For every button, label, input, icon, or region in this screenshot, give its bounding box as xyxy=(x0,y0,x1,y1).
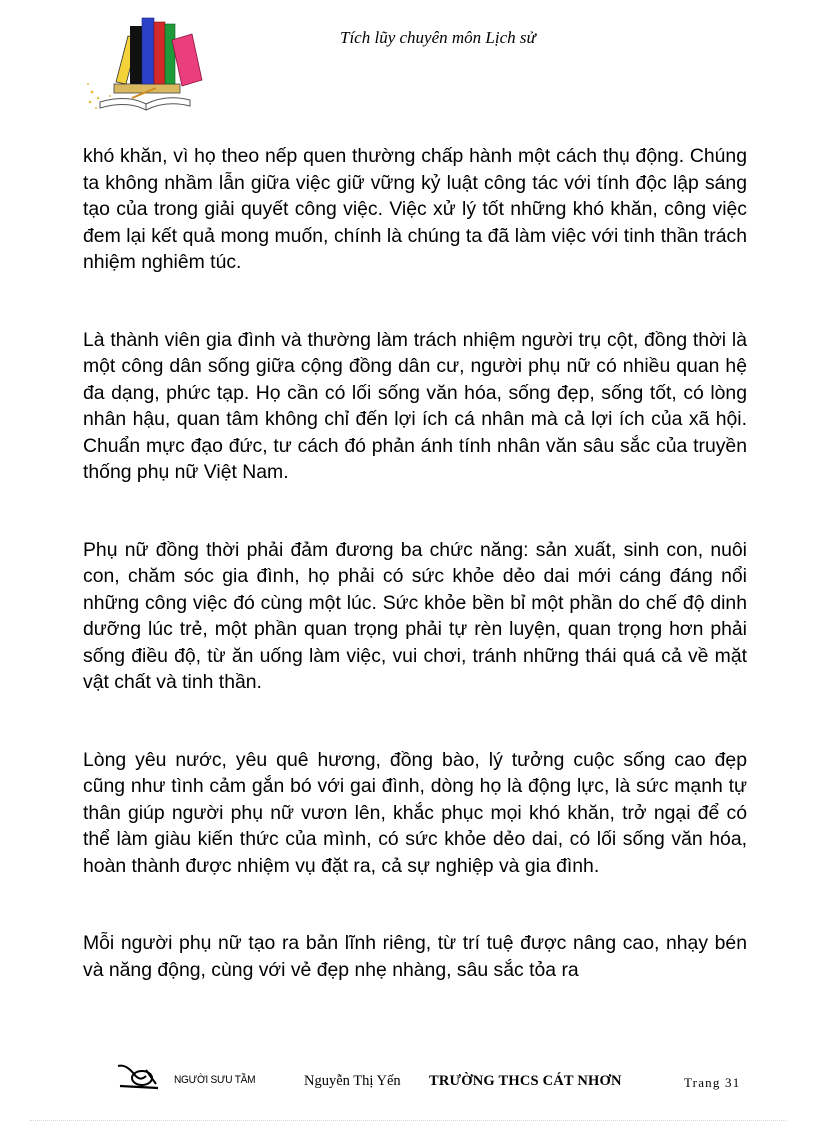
paragraph-1: khó khăn, vì họ theo nếp quen thường chấp hành một cách thụ động. Chúng ta không nhầm lẫn giữa việc giữ vững kỷ luật công tác với tính độc lập sáng tạo của trong giải quyết công việc. Việc xử lý tốt những khó khăn, công việc đem lại kết quả mong muốn, chính là chúng ta đã làm việc với tinh thần trách nhiệm nghiêm túc. xyxy=(83,145,747,273)
collector-label: NGƯỜI SƯU TẦM xyxy=(174,1074,256,1086)
signature-icon xyxy=(116,1060,162,1092)
page-footer xyxy=(0,1060,816,1100)
bottom-rule xyxy=(30,1120,786,1121)
author-name: Nguyễn Thị Yến xyxy=(304,1073,401,1089)
paragraph-3: Phụ nữ đồng thời phải đảm đương ba chức năng: sản xuất, sinh con, nuôi con, chăm sóc gia đình, họ phải có sức khỏe dẻo dai mới cáng đáng nổi những công việc đó cùng một lúc. Sức khỏe bền bỉ một phần do chế độ dinh dưỡng lúc trẻ, một phần quan trọng phải tự rèn luyện, quan trọng hơn phải sống điều độ, từ ăn uống làm việc, vui chơi, tránh những thái quá cả về mặt vật chất và tinh thần. xyxy=(83,538,747,693)
school-name: TRƯỜNG THCS CÁT NHƠN xyxy=(429,1073,622,1089)
books-icon xyxy=(86,14,206,114)
paragraph-4: Lòng yêu nước, yêu quê hương, đồng bào, lý tưởng cuộc sống cao đẹp cũng như tình cảm gắn bó với gai đình, dòng họ là động lực, là sức mạnh tự thân giúp người phụ nữ vươn lên, khắc phục mọi khó khăn, trở ngại để có thể làm giàu kiến thức của mình, có sức khỏe dẻo dai, có lối sống văn hóa, hoàn thành được nhiệm vụ đặt ra, cả sự nghiệp và gia đình. xyxy=(83,748,747,877)
paragraph-5: Mỗi người phụ nữ tạo ra bản lĩnh riêng, từ trí tuệ được nâng cao, nhạy bén và năng động, cùng với vẻ đẹp nhẹ nhàng, sâu sắc tỏa ra xyxy=(83,932,747,981)
page-number: Trang 31 xyxy=(684,1075,741,1090)
header-title: Tích lũy chuyên môn Lịch sử xyxy=(340,28,536,47)
document-body xyxy=(83,143,747,1034)
paragraph-2: Là thành viên gia đình và thường làm trách nhiệm người trụ cột, đồng thời là một công dân sống giữa cộng đồng dân cư, người phụ nữ có nhiều quan hệ đa dạng, phức tạp. Họ cần có lối sống văn hóa, sống đẹp, sống tốt, có lòng nhân hậu, quan tâm không chỉ đến lợi ích cá nhân mà cả lợi ích của xã hội. Chuẩn mực đạo đức, tư cách đó phản ánh tính nhân văn sâu sắc của truyền thống phụ nữ Việt Nam. xyxy=(83,328,747,483)
